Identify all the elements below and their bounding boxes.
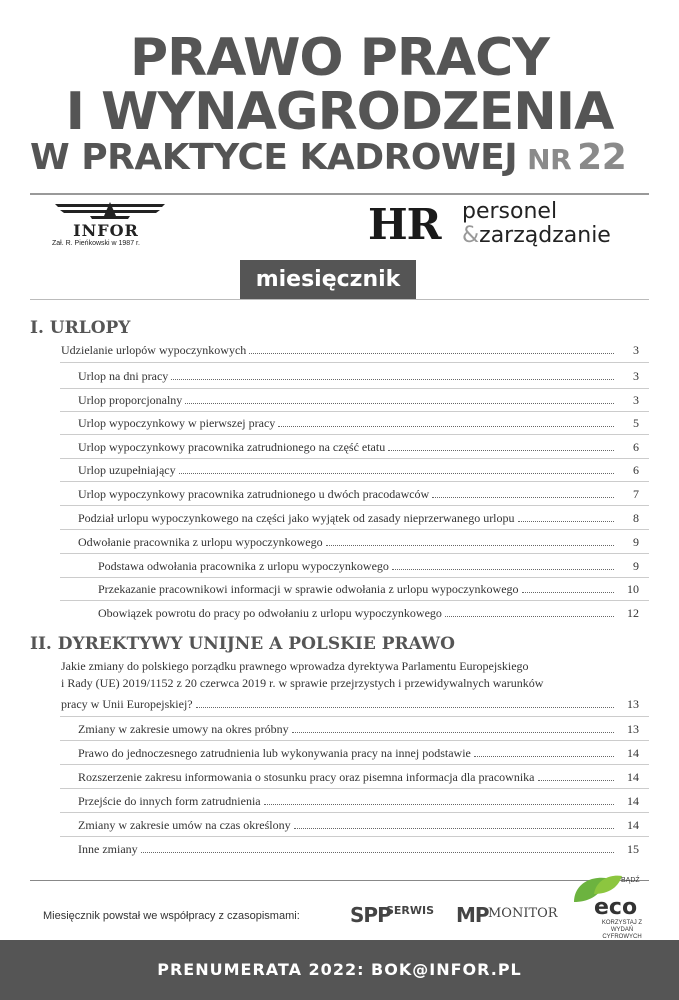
toc-entry-page: 15 — [627, 842, 639, 856]
spp-logo: SPP — [350, 903, 391, 927]
spp-serwis-logo: SERWIS — [386, 904, 435, 917]
toc-entry-page: 14 — [627, 746, 639, 760]
toc-leader — [249, 352, 614, 354]
toc-separator — [60, 388, 649, 389]
toc-entry-label: Zmiany w zakresie umów na czas określony — [78, 818, 291, 832]
toc-entry-page: 8 — [633, 511, 639, 525]
toc-entry[interactable] — [61, 343, 639, 357]
toc-entry-page: 14 — [627, 818, 639, 832]
title-line-1: PRAWO PRACY — [130, 28, 549, 88]
toc-entry-page: 5 — [633, 416, 639, 430]
toc-entry[interactable] — [78, 463, 639, 477]
toc-entry[interactable] — [78, 722, 639, 736]
toc-entry-label: Urlop na dni pracy — [78, 369, 169, 383]
toc-leader — [171, 378, 614, 380]
toc-separator — [60, 600, 649, 601]
toc-entry-page: 3 — [633, 343, 639, 357]
toc-entry-page: 6 — [633, 463, 639, 477]
toc-entry-page: 3 — [633, 393, 639, 407]
toc-leader — [294, 827, 614, 829]
toc-lead-line-1: Jakie zmiany do polskiego porządku prawnego wprowadza dyrektywa Parlamentu Europejskiego — [61, 659, 529, 673]
hr-logo-zarzadzanie — [462, 224, 611, 248]
toc-leader — [522, 591, 614, 593]
toc-entry[interactable] — [78, 416, 639, 430]
toc-entry-page: 7 — [633, 487, 639, 501]
toc-entry-label: Odwołanie pracownika z urlopu wypoczynkowego — [78, 535, 323, 549]
toc-leader — [445, 615, 614, 617]
toc-entry-label: Podstawa odwołania pracownika z urlopu wypoczynkowego — [98, 559, 389, 573]
toc-entry-label: Urlop wypoczynkowy w pierwszej pracy — [78, 416, 276, 430]
toc-entry[interactable] — [61, 697, 639, 711]
toc-entry-label: pracy w Unii Europejskiej? — [61, 697, 193, 711]
hr-logo-mark: HR — [368, 200, 441, 249]
toc-entry[interactable] — [78, 393, 639, 407]
eco-korzystaj: KORZYSTAJ Z WYDAŃ CYFROWYCH — [601, 920, 643, 940]
toc-entry-label: Obowiązek powrotu do pracy po odwołaniu z urlopu wypoczynkowego — [98, 606, 442, 620]
toc-entry-label: Przejście do innych form zatrudnienia — [78, 794, 261, 808]
toc-separator — [60, 362, 649, 363]
toc-leader — [292, 731, 614, 733]
toc-entry-page: 14 — [627, 794, 639, 808]
section-title-urlopy: I. URLOPY — [30, 318, 131, 338]
toc-lead-line-2: i Rady (UE) 2019/1152 z 20 czerwca 2019 r. w sprawie przejrzystych i przewidywalnych warunków — [61, 676, 544, 690]
frequency-badge: miesięcznik — [240, 260, 416, 300]
toc-entry-page: 13 — [627, 697, 639, 711]
hr-logo-amp: & — [462, 223, 480, 248]
toc-entry-page: 14 — [627, 770, 639, 784]
subscription-footer[interactable]: PRENUMERATA 2022: BOK@INFOR.PL — [0, 940, 679, 1000]
toc-entry-label: Udzielanie urlopów wypoczynkowych — [61, 343, 247, 357]
toc-separator — [60, 553, 649, 554]
toc-entry[interactable] — [78, 369, 639, 383]
toc-separator — [60, 411, 649, 412]
toc-entry[interactable] — [78, 746, 639, 760]
badge-divider — [30, 299, 649, 300]
toc-entry-label: Podział urlopu wypoczynkowego na części jako wyjątek od zasady nieprzerwanego urlopu — [78, 511, 515, 525]
toc-leader — [474, 755, 614, 757]
mp-logo: MP — [456, 903, 489, 927]
toc-entry[interactable] — [78, 842, 639, 856]
toc-entry-page: 12 — [627, 606, 639, 620]
hr-logo-zarzadzanie-text: zarządzanie — [479, 223, 611, 248]
toc-entry-label: Inne zmiany — [78, 842, 138, 856]
toc-entry-label: Urlop uzupełniający — [78, 463, 176, 477]
toc-separator — [60, 481, 649, 482]
toc-entry[interactable] — [78, 818, 639, 832]
toc-leader — [264, 803, 614, 805]
monitor-logo: MONITOR — [488, 906, 558, 921]
toc-entry[interactable] — [78, 770, 639, 784]
toc-entry[interactable] — [98, 582, 639, 596]
toc-entry-label: Urlop wypoczynkowy pracownika zatrudnionego na część etatu — [78, 440, 386, 454]
toc-entry[interactable] — [78, 535, 639, 549]
toc-entry-page: 9 — [633, 535, 639, 549]
toc-separator — [60, 529, 649, 530]
toc-separator — [60, 458, 649, 459]
toc-leader — [179, 472, 614, 474]
toc-leader — [518, 520, 614, 522]
toc-entry-page: 3 — [633, 369, 639, 383]
toc-entry[interactable] — [78, 511, 639, 525]
infor-founded: Zał. R. Pieńkowski w 1987 r. — [52, 240, 140, 247]
section-title-dyrektywy: II. DYREKTYWY UNIJNE A POLSKIE PRAWO — [30, 634, 455, 654]
toc-entry-label: Rozszerzenie zakresu informowania o stosunku pracy oraz pisemna informacja dla pracownika — [78, 770, 535, 784]
toc-entry[interactable] — [78, 440, 639, 454]
eco-badz: BĄDŹ — [621, 877, 640, 884]
toc-entry-page: 10 — [627, 582, 639, 596]
toc-entry-page: 13 — [627, 722, 639, 736]
title-line-3-text: W PRAKTYCE KADROWEJ — [30, 137, 518, 178]
issue-number: 22 — [577, 137, 627, 178]
toc-leader — [185, 402, 614, 404]
toc-entry-page: 9 — [633, 559, 639, 573]
toc-leader — [141, 851, 614, 853]
toc-entry-page: 6 — [633, 440, 639, 454]
toc-leader — [196, 706, 614, 708]
toc-entry[interactable] — [78, 487, 639, 501]
partners-divider — [30, 880, 649, 881]
toc-entry-label: Prawo do jednoczesnego zatrudnienia lub wykonywania pracy na innej podstawie — [78, 746, 471, 760]
issue-label: NR — [527, 143, 572, 176]
title-line-2: I WYNAGRODZENIA — [65, 82, 614, 142]
toc-entry[interactable] — [98, 559, 639, 573]
toc-leader — [432, 496, 614, 498]
toc-entry-label: Zmiany w zakresie umowy na okres próbny — [78, 722, 289, 736]
toc-separator — [60, 505, 649, 506]
toc-separator — [60, 577, 649, 578]
eco-logo: eco — [594, 895, 638, 920]
toc-leader — [538, 779, 615, 781]
toc-entry[interactable] — [78, 794, 639, 808]
toc-separator — [60, 764, 649, 765]
hr-logo-personel: personel — [462, 199, 558, 224]
toc-entry-label: Przekazanie pracownikowi informacji w sprawie odwołania z urlopu wypoczynkowego — [98, 582, 519, 596]
infor-name: INFOR — [73, 221, 139, 240]
toc-entry-label: Urlop wypoczynkowy pracownika zatrudnionego u dwóch pracodawców — [78, 487, 430, 501]
toc-separator — [60, 836, 649, 837]
toc-separator — [60, 434, 649, 435]
toc-separator — [60, 812, 649, 813]
title-line-3 — [30, 138, 626, 180]
partners-intro: Miesięcznik powstał we współpracy z czasopismami: — [43, 910, 300, 922]
toc-leader — [278, 425, 614, 427]
toc-leader — [392, 568, 614, 570]
toc-leader — [326, 544, 614, 546]
toc-separator — [60, 716, 649, 717]
title-divider — [30, 193, 649, 195]
toc-entry-label: Urlop proporcjonalny — [78, 393, 183, 407]
toc-leader — [388, 449, 614, 451]
toc-separator — [60, 788, 649, 789]
toc-entry[interactable] — [98, 606, 639, 620]
toc-separator — [60, 740, 649, 741]
